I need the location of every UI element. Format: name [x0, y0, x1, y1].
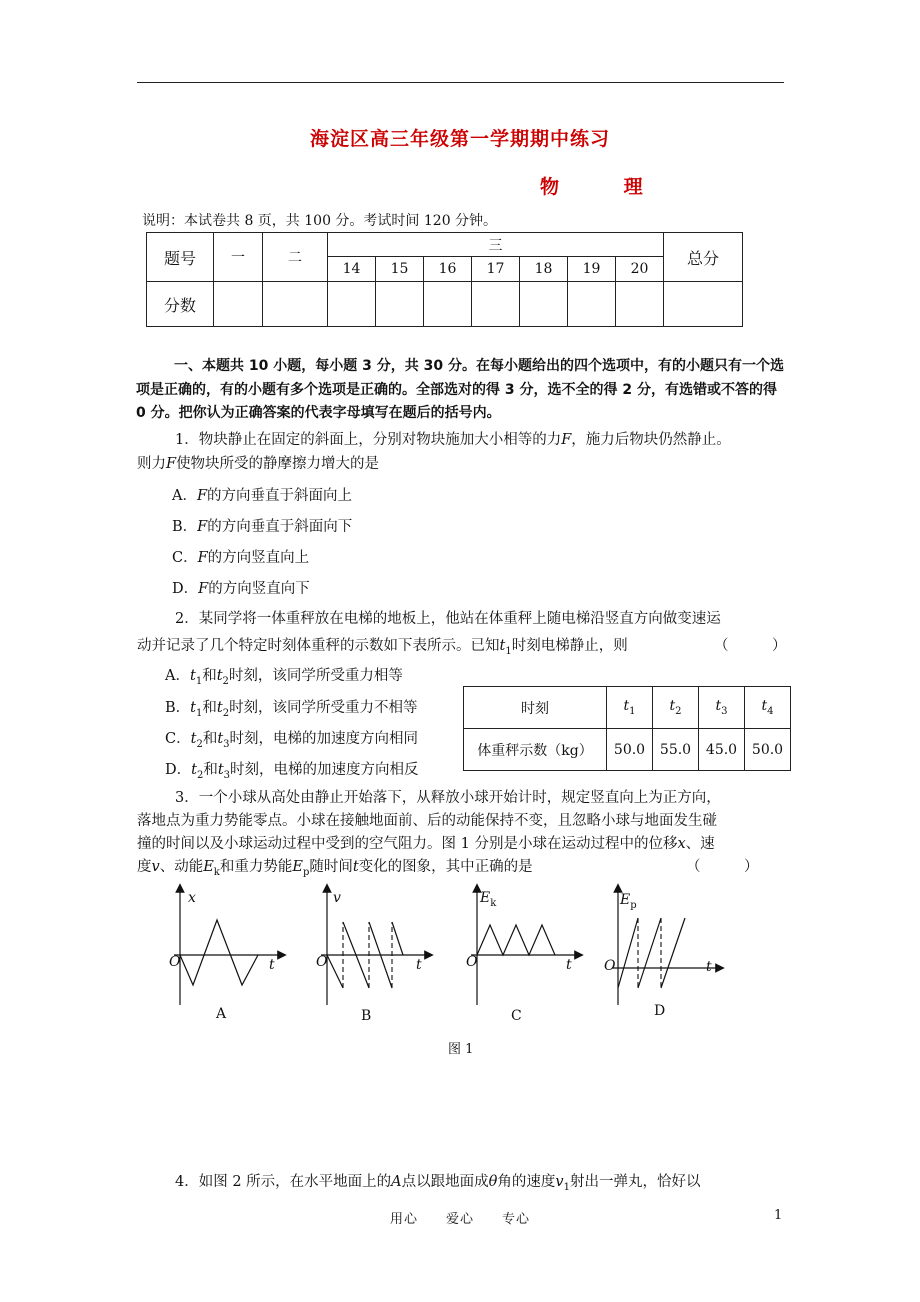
q2-option-b[interactable] [165, 696, 418, 719]
q1-stem-text-4: 使物块所受的静摩擦力增大的是 [176, 456, 380, 472]
weight-value: 55.0 [653, 729, 699, 771]
axis-label: t [706, 959, 712, 975]
q4-var-a: A [391, 1174, 402, 1190]
q3-stem-text: 、动能 [159, 859, 204, 875]
option-var: t [217, 731, 224, 747]
option-sub: 2 [222, 675, 229, 687]
q1-var-f: F [166, 456, 177, 472]
option-var: t [216, 700, 223, 716]
top-rule [137, 82, 784, 83]
graph-d-xlabel [706, 959, 712, 975]
curve [180, 920, 258, 985]
option-sub: 2 [222, 707, 230, 719]
origin-label: O [316, 954, 328, 970]
axis-label: t [566, 957, 572, 973]
option-sub: 2 [196, 769, 204, 781]
q1-var-f: F [561, 432, 572, 448]
page-number: 1 [774, 1208, 783, 1223]
score-table-subnum: 20 [616, 257, 664, 282]
score-cell[interactable] [376, 282, 424, 327]
weight-table [463, 686, 791, 771]
graph-c-origin [466, 954, 477, 970]
option-var: F [197, 519, 208, 535]
axis-label: E [480, 890, 491, 906]
weight-value: 45.0 [699, 729, 745, 771]
subject-heading [540, 172, 643, 199]
option-mid: 和 [203, 762, 218, 778]
graph-d [598, 880, 728, 1010]
q3-answer-bracket[interactable]: （ ） [686, 859, 759, 875]
graph-b-origin [316, 954, 327, 970]
option-letter: D． [172, 581, 199, 597]
origin-label: O [466, 954, 478, 970]
graph-b-letter: B [361, 1008, 372, 1024]
q4-var-theta: θ [488, 1174, 498, 1190]
option-text: 时刻，电梯的加速度方向相反 [230, 762, 419, 778]
curve [327, 955, 343, 988]
curve [638, 918, 661, 988]
option-mid: 和 [202, 700, 217, 716]
option-sub: 3 [223, 738, 230, 750]
q1-option-a[interactable] [172, 484, 352, 505]
score-cell[interactable] [472, 282, 520, 327]
origin-label: O [604, 958, 616, 974]
q1-option-d[interactable] [172, 577, 310, 598]
q4-var-v-sub: 1 [563, 1181, 570, 1193]
time-sub: 4 [767, 705, 774, 717]
axis-label: x [188, 890, 196, 906]
score-table-subnum: 15 [376, 257, 424, 282]
score-table [146, 232, 743, 327]
option-sub: 1 [195, 707, 203, 719]
graph-d-letter: D [654, 1003, 666, 1019]
score-table-col-two: 二 [263, 233, 328, 282]
score-cell[interactable] [568, 282, 616, 327]
q3-stem-text: 度 [137, 859, 152, 875]
q2-option-c[interactable] [165, 727, 418, 750]
option-var: t [216, 668, 223, 684]
q2-stem-line2 [137, 634, 628, 657]
axis-label: E [620, 892, 631, 908]
graph-a [160, 880, 290, 1010]
graph-a-letter: A [216, 1006, 227, 1022]
q1-stem-text-2: ，施力后物块仍然静止。 [571, 432, 731, 448]
option-text: 的方向竖直向下 [208, 581, 310, 597]
q3-stem-line3 [137, 832, 715, 853]
option-var: t [189, 668, 196, 684]
option-mid: 和 [202, 668, 217, 684]
exam-note: 说明：本试卷共 8 页，共 100 分。考试时间 120 分钟。 [142, 213, 498, 229]
option-var: F [198, 581, 209, 597]
option-var: F [196, 488, 208, 504]
option-letter: A． [172, 488, 197, 504]
time-var: t [761, 698, 768, 715]
q3-stem-text: 随时间 [309, 859, 353, 875]
q2-stem-text-2: 时刻电梯静止，则 [511, 638, 628, 654]
time-var: t [715, 698, 722, 715]
weight-table-time [653, 687, 699, 729]
time-var: t [669, 698, 676, 715]
score-cell[interactable] [616, 282, 664, 327]
time-sub: 2 [675, 705, 682, 717]
q3-var-ep-sub: p [302, 866, 310, 878]
q2-stem-text: 动并记录了几个特定时刻体重秤的示数如下表所示。已知 [137, 638, 500, 654]
page-title: 海淀区高三年级第一学期期中练习 [309, 128, 610, 150]
curve [392, 922, 403, 955]
option-var: t [190, 731, 197, 747]
graph-c [457, 880, 587, 1010]
axis-sub: k [490, 897, 497, 909]
option-letter: A． [165, 668, 190, 684]
weight-table-time [607, 687, 653, 729]
figure-caption: 图 1 [448, 1042, 474, 1057]
origin-label: O [169, 954, 181, 970]
axis-label: t [269, 957, 275, 973]
q2-answer-bracket[interactable]: （ ） [714, 638, 787, 654]
q4-stem-text: 4．如图 2 所示，在水平地面上的 [175, 1174, 392, 1190]
score-table-subnum: 18 [520, 257, 568, 282]
axis-sub: p [630, 899, 637, 911]
q2-var-t: t [499, 638, 506, 654]
q3-var-t: t [352, 859, 359, 875]
q3-stem-text-end: 、速 [685, 836, 715, 852]
q1-option-c[interactable] [172, 546, 309, 567]
q2-stem-line1: 2．某同学将一体重秤放在电梯的地板上，他站在体重秤上随电梯沿竖直方向做变速运 [175, 611, 721, 627]
q3-stem-line1: 3．一个小球从高处由静止开始落下，从释放小球开始计时，规定竖直向上为正方向， [175, 790, 721, 806]
graph-c-letter: C [511, 1008, 522, 1024]
q3-var-x: x [677, 836, 686, 852]
q3-var-v: v [151, 859, 160, 875]
score-cell[interactable] [328, 282, 376, 327]
graph-a-ylabel [188, 890, 196, 906]
option-var: t [217, 762, 224, 778]
curve [618, 918, 638, 988]
q2-var-t-sub: 1 [505, 645, 512, 657]
page-footer: 用心 爱心 专心 [389, 1212, 530, 1227]
option-text: 时刻，该同学所受重力相等 [228, 668, 403, 684]
q3-stem-line4 [137, 855, 533, 878]
graph-b-xlabel [416, 957, 422, 973]
time-sub: 3 [721, 705, 728, 717]
option-text: 的方向竖直向上 [207, 550, 310, 566]
graph-d-origin [604, 958, 615, 974]
subject-char-2: 理 [623, 176, 643, 198]
graph-a-origin [169, 954, 180, 970]
weight-table-time-label: 时刻 [464, 687, 607, 729]
weight-value: 50.0 [745, 729, 791, 771]
graph-c-ylabel [480, 890, 496, 909]
q1-stem-text-3: 则力 [137, 456, 166, 472]
score-table-total-header: 总分 [664, 233, 743, 282]
option-var: t [191, 762, 197, 778]
score-cell[interactable] [520, 282, 568, 327]
score-cell[interactable] [214, 282, 263, 327]
score-table-number-header: 题号 [147, 233, 214, 282]
score-table-subnum: 19 [568, 257, 616, 282]
q3-var-ep: E [292, 859, 303, 875]
q3-var-ek: E [203, 859, 214, 875]
option-var: F [197, 550, 208, 566]
weight-table-time [699, 687, 745, 729]
option-var: t [190, 700, 196, 716]
q4-stem-line1 [175, 1170, 700, 1193]
curve [477, 925, 555, 955]
q3-stem-text: 撞的时间以及小球运动过程中受到的空气阻力。图 1 分别是小球在运动过程中的位移 [137, 836, 678, 852]
option-mid: 和 [202, 731, 218, 747]
axis-label: v [333, 890, 341, 906]
q1-stem-line2 [137, 452, 379, 473]
q3-var-ek-sub: k [213, 866, 220, 878]
weight-table-time [745, 687, 791, 729]
q1-stem-line1 [175, 428, 731, 449]
score-cell[interactable] [664, 282, 743, 327]
curve [661, 918, 685, 988]
time-var: t [623, 698, 630, 715]
weight-table-reading-label: 体重秤示数（kg） [464, 729, 607, 771]
option-letter: D． [165, 762, 192, 778]
score-cell[interactable] [424, 282, 472, 327]
option-text: 时刻，电梯的加速度方向相同 [229, 731, 419, 747]
q4-stem-text: 点以跟地面成 [401, 1174, 489, 1190]
graph-b [307, 880, 437, 1010]
score-table-col-one: 一 [214, 233, 263, 282]
score-table-subnum: 16 [424, 257, 472, 282]
q3-stem-text: 变化的图象，其中正确的是 [358, 859, 533, 875]
option-sub: 1 [195, 675, 203, 687]
q4-stem-text: 角的速度 [497, 1174, 556, 1190]
q1-stem-text: 1．物块静止在固定的斜面上，分别对物块施加大小相等的力 [175, 432, 562, 448]
subject-char-1: 物 [540, 176, 560, 198]
q1-option-b[interactable] [172, 515, 352, 536]
weight-value: 50.0 [607, 729, 653, 771]
axis-label: t [416, 957, 422, 973]
graph-c-xlabel [566, 957, 572, 973]
q4-var-v: v [555, 1174, 564, 1190]
q2-option-a[interactable] [165, 664, 403, 687]
score-cell[interactable] [263, 282, 328, 327]
option-text: 的方向垂直于斜面向下 [207, 519, 353, 535]
option-sub: 3 [223, 769, 231, 781]
graph-b-ylabel [333, 890, 341, 906]
section1-instructions: 一、本题共 10 小题，每小题 3 分，共 30 分。在每小题给出的四个选项中，有的小题只有一个选项是正确的，有的小题有多个选项是正确的。全部选对的得 3 分，选不全的得 2 分，有选错或不答的得 0 分。把你认为正确答案的代表字母填写在题后的括号内。 [136, 358, 784, 421]
time-sub: 1 [629, 705, 636, 717]
q3-stem-text: 和重力势能 [219, 859, 293, 875]
score-table-col-three: 三 [328, 233, 664, 257]
option-letter: C． [165, 731, 191, 747]
option-letter: B． [172, 519, 198, 535]
q3-stem-line2: 落地点为重力势能零点。小球在接触地面前、后的动能保持不变，且忽略小球与地面发生碰 [137, 813, 717, 829]
score-table-subnum: 14 [328, 257, 376, 282]
score-table-subnum: 17 [472, 257, 520, 282]
option-sub: 2 [196, 738, 203, 750]
option-letter: C． [172, 550, 198, 566]
option-text: 时刻，该同学所受重力不相等 [229, 700, 418, 716]
graph-d-ylabel [620, 892, 637, 911]
q2-option-d[interactable] [165, 758, 419, 781]
score-table-score-label: 分数 [147, 282, 214, 327]
q4-stem-text: 射出一弹丸，恰好以 [569, 1174, 701, 1190]
option-text: 的方向垂直于斜面向上 [207, 488, 353, 504]
option-letter: B． [165, 700, 191, 716]
graph-a-xlabel [269, 957, 275, 973]
